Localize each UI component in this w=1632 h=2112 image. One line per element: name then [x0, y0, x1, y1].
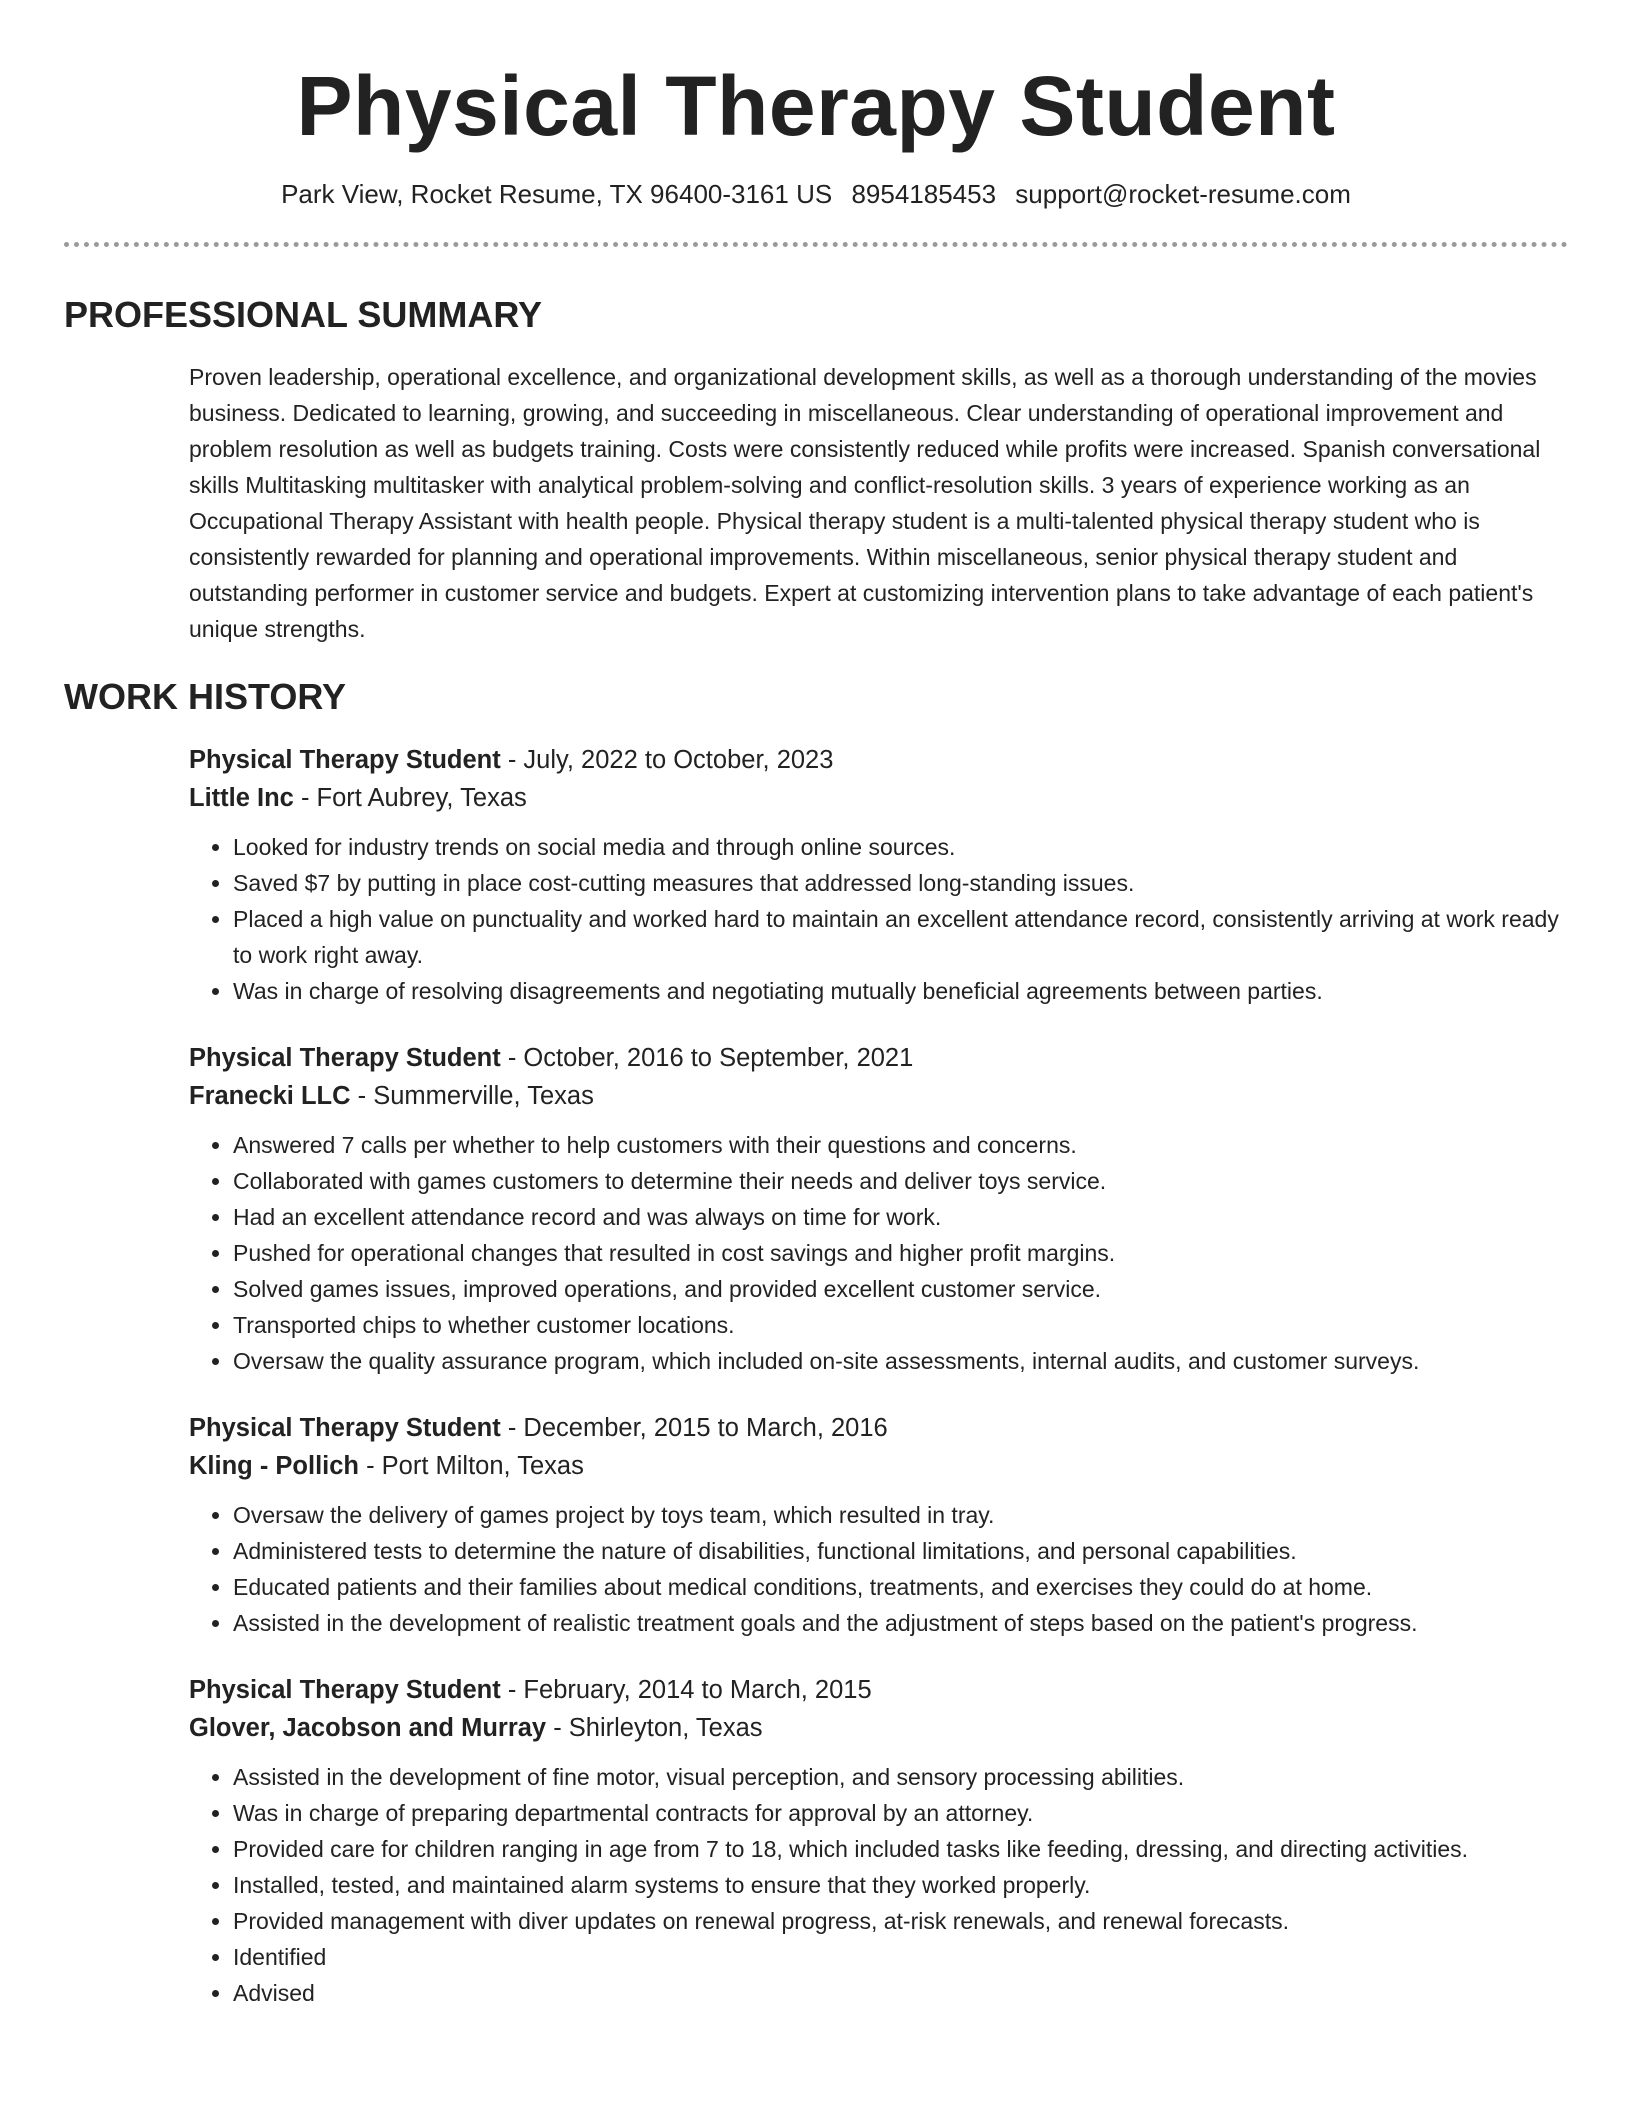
job-company-line [189, 779, 1568, 817]
job-location: - Port Milton, Texas [366, 1452, 584, 1480]
job-dates: - October, 2016 to September, 2021 [507, 1044, 914, 1072]
job-bullet: • Administered tests to determine the nature of disabilities, functional limitations, and personal capabilities. [233, 1533, 1568, 1569]
work-history-heading: WORK HISTORY [64, 676, 347, 717]
job-location: - Fort Aubrey, Texas [300, 784, 527, 812]
resume-header [64, 0, 1568, 247]
job-bullet: • Was in charge of resolving disagreements and negotiating mutually beneficial agreements between parties. [233, 973, 1568, 1009]
job-list [189, 741, 1568, 2011]
contact-phone: 8954185453 [851, 179, 997, 209]
job-dates: - December, 2015 to March, 2016 [507, 1414, 888, 1442]
job-title-line [189, 1039, 1568, 1077]
job-bullet: • Assisted in the development of fine motor, visual perception, and sensory processing abilities. [233, 1759, 1568, 1795]
job-company-line [189, 1709, 1568, 1747]
job-bullet: • Advised [233, 1975, 1568, 2011]
job-company: Glover, Jacobson and Murray [189, 1714, 547, 1742]
job-entry [189, 741, 1568, 1009]
job-bullet: • Educated patients and their families about medical conditions, treatments, and exercises they could do at home. [233, 1569, 1568, 1605]
job-dates: - July, 2022 to October, 2023 [507, 746, 834, 774]
job-bullet-list [189, 1759, 1568, 2011]
job-bullet: • Provided management with diver updates on renewal progress, at-risk renewals, and renewal forecasts. [233, 1903, 1568, 1939]
job-entry [189, 1409, 1568, 1641]
job-company: Franecki LLC [189, 1082, 351, 1110]
job-bullet: • Transported chips to whether customer locations. [233, 1307, 1568, 1343]
job-bullet: • Installed, tested, and maintained alarm systems to ensure that they worked properly. [233, 1867, 1568, 1903]
job-entry [189, 1671, 1568, 2011]
job-company-line [189, 1447, 1568, 1485]
job-title-line [189, 1671, 1568, 1709]
candidate-name: Physical Therapy Student [296, 59, 1336, 153]
job-bullet: • Pushed for operational changes that resulted in cost savings and higher profit margins. [233, 1235, 1568, 1271]
job-bullet: • Collaborated with games customers to determine their needs and deliver toys service. [233, 1163, 1568, 1199]
job-company-line [189, 1077, 1568, 1115]
contact-line [64, 176, 1568, 212]
job-entry [189, 1039, 1568, 1379]
job-bullet: • Was in charge of preparing departmental contracts for approval by an attorney. [233, 1795, 1568, 1831]
header-divider [64, 242, 1568, 247]
job-role: Physical Therapy Student [189, 746, 501, 774]
job-title-line [189, 1409, 1568, 1447]
job-bullet: • Looked for industry trends on social media and through online sources. [233, 829, 1568, 865]
job-role: Physical Therapy Student [189, 1414, 501, 1442]
job-title-line [189, 741, 1568, 779]
contact-email: support@rocket-resume.com [1015, 179, 1351, 209]
job-bullet: • Assisted in the development of realistic treatment goals and the adjustment of steps based on the patient's progress. [233, 1605, 1568, 1641]
job-bullet: • Identified [233, 1939, 1568, 1975]
job-bullet: • Oversaw the delivery of games project by toys team, which resulted in tray. [233, 1497, 1568, 1533]
job-bullet-list [189, 1497, 1568, 1641]
job-bullet-list [189, 829, 1568, 1009]
job-role: Physical Therapy Student [189, 1044, 501, 1072]
job-bullet: • Saved $7 by putting in place cost-cutting measures that addressed long-standing issues. [233, 865, 1568, 901]
summary-section [64, 293, 1568, 647]
job-bullet: • Had an excellent attendance record and was always on time for work. [233, 1199, 1568, 1235]
contact-address: Park View, Rocket Resume, TX 96400-3161 US [281, 179, 833, 209]
job-bullet: • Answered 7 calls per whether to help customers with their questions and concerns. [233, 1127, 1568, 1163]
job-dates: - February, 2014 to March, 2015 [507, 1676, 872, 1704]
job-location: - Shirleyton, Texas [553, 1714, 763, 1742]
job-role: Physical Therapy Student [189, 1676, 501, 1704]
job-location: - Summerville, Texas [357, 1082, 594, 1110]
job-bullet: • Solved games issues, improved operations, and provided excellent customer service. [233, 1271, 1568, 1307]
job-company: Kling - Pollich [189, 1452, 359, 1480]
job-bullet-list [189, 1127, 1568, 1379]
job-bullet: • Provided care for children ranging in age from 7 to 18, which included tasks like feeding, dressing, and directing activities. [233, 1831, 1568, 1867]
summary-heading: PROFESSIONAL SUMMARY [64, 294, 543, 335]
job-bullet: • Oversaw the quality assurance program, which included on-site assessments, internal audits, and customer surveys. [233, 1343, 1568, 1379]
summary-text: Proven leadership, operational excellence, and organizational development skills, as well as a thorough understanding of the movies business. Dedicated to learning, growing, and succeeding in miscellaneous. Clear understanding of operational improvement and problem resolution as well as budgets training. Costs were consistently reduced while profits were increased. Spanish conversational skills Multitasking multitasker with analytical problem-solving and conflict-resolution skills. 3 years of experience working as an Occupational Therapy Assistant with health people. Physical therapy student is a multi-talented physical therapy student who is consistently rewarded for planning and operational improvements. Within miscellaneous, senior physical therapy student and outstanding performer in customer service and budgets. Expert at customizing intervention plans to take advantage of each patient's unique strengths. [189, 364, 1541, 642]
job-company: Little Inc [189, 784, 294, 812]
job-bullet: • Placed a high value on punctuality and worked hard to maintain an excellent attendance record, consistently arriving at work ready to work right away. [233, 901, 1568, 973]
work-history-section [64, 675, 1568, 2011]
